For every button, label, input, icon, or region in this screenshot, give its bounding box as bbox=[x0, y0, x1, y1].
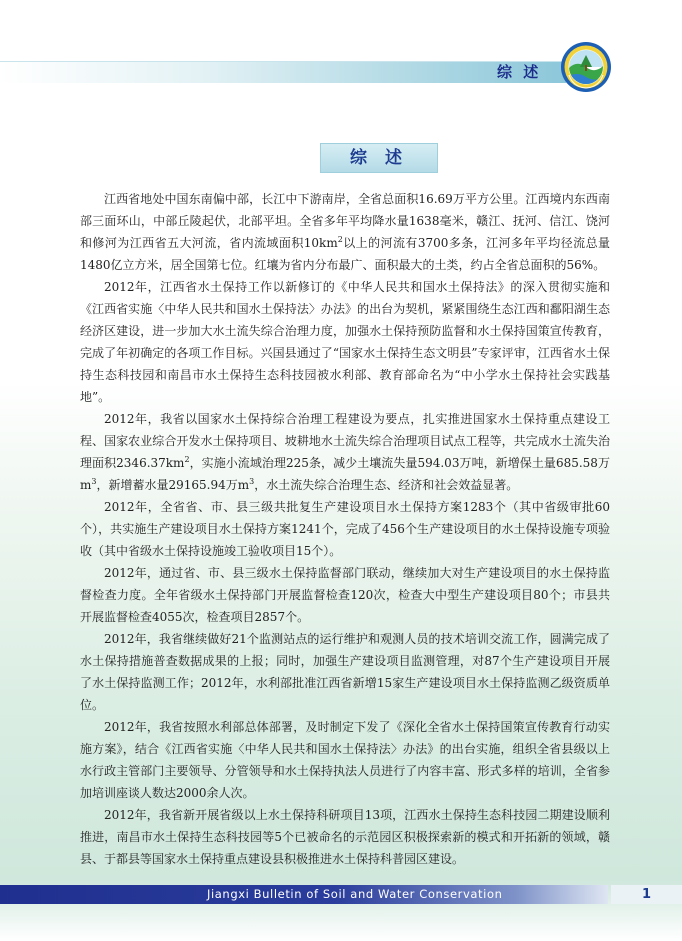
paragraph: 2012年，我省按照水利部总体部署，及时制定下发了《深化全省水土保持国策宣传教育行动实施方案》，结合《江西省实施〈中华人民共和国水土保持法〉办法》的出台实施，组织全省县级以上水行政主管部门主要领导、分管领导和水土保持执法人员进行了内容丰富、形式多样的培训，全省参加培训座谈人数达2000余人次。 bbox=[80, 720, 610, 800]
paragraph: 2012年，通过省、市、县三级水土保持监督部门联动，继续加大对生产建设项目的水土保持监督检查力度。全年省级水土保持部门开展监督检查120次，检查大中型生产建设项目80个；市县共开展监督检查4055次，检查项目2857个。 bbox=[80, 566, 610, 624]
paragraph: 2012年，江西省水土保持工作以新修订的《中华人民共和国水土保持法》的深入贯彻实施和《江西省实施〈中华人民共和国水土保持法〉办法》的出台为契机，紧紧围绕生态江西和鄱阳湖生态经济区建设，进一步加大水土流失综合治理力度，加强水土保持预防监督和水土保持国策宣传教育，完成了年初确定的各项工作目标。兴国县通过了“国家水土保持生态文明县”专家评审，江西省水土保持生态科技园和南昌市水土保持生态科技园被水利部、教育部命名为“中小学水土保持社会实践基地”。 bbox=[80, 280, 610, 404]
article-body bbox=[80, 188, 610, 870]
page-number: 1 bbox=[611, 885, 682, 904]
journal-name: Jiangxi Bulletin of Soil and Water Conservation bbox=[207, 887, 503, 901]
paragraph: 2012年，全省省、市、县三级共批复生产建设项目水土保持方案1283个（其中省级审批60个），共实施生产建设项目水土保持方案1241个，完成了456个生产建设项目的水土保持设施专项验收（其中省级水土保持设施竣工验收项目15个）。 bbox=[80, 500, 610, 558]
paragraph: 2012年，我省新开展省级以上水土保持科研项目13项，江西水土保持生态科技园二期建设顺利推进，南昌市水土保持生态科技园等5个已被命名的示范园区积极探索新的模式和开拓新的领域，赣县、于都县等国家水土保持重点建设县积极推进水土保持科普园区建设。 bbox=[80, 808, 610, 866]
paragraph: 2012年，我省继续做好21个监测站点的运行维护和观测人员的技术培训交流工作，圆满完成了水土保持措施普查数据成果的上报；同时，加强生产建设项目监测管理，对87个生产建设项目开展了水土保持监测工作；2012年，水利部批准江西省新增15家生产建设项目水土保持监测乙级资质单位。 bbox=[80, 632, 610, 712]
paragraph: 2012年，我省以国家水土保持综合治理工程建设为要点，扎实推进国家水土保持重点建设工程、国家农业综合开发水土保持项目、坡耕地水土流失综合治理项目试点工程等，共完成水土流失治理面积$2346.37km^2$，实施小流域治理225条，减少土壤流失量594.03万吨，新增保土量685.58万$m^3$，新增蓄水量29165.94万$m^3$，水土流失综合治理生态、经济和社会效益显著。 bbox=[80, 412, 610, 492]
header-bar bbox=[0, 61, 566, 83]
header-section-label: 综 述 bbox=[497, 63, 542, 81]
page-title: 综 述 bbox=[320, 143, 438, 173]
paragraph: 江西省地处中国东南偏中部，长江中下游南岸，全省总面积16.69万平方公里。江西境内东西南部三面环山，中部丘陵起伏，北部平坦。全省多年平均降水量1638毫米，赣江、抚河、信江、饶河和修河为江西省五大河流，省内流域面积$10km^2$以上的河流有3700多条，江河多年平均径流总量1480亿立方米，居全国第七位。红壤为省内分布最广、面积最大的土类，约占全省总面积的56%。 bbox=[80, 192, 611, 272]
logo-icon bbox=[560, 41, 612, 93]
